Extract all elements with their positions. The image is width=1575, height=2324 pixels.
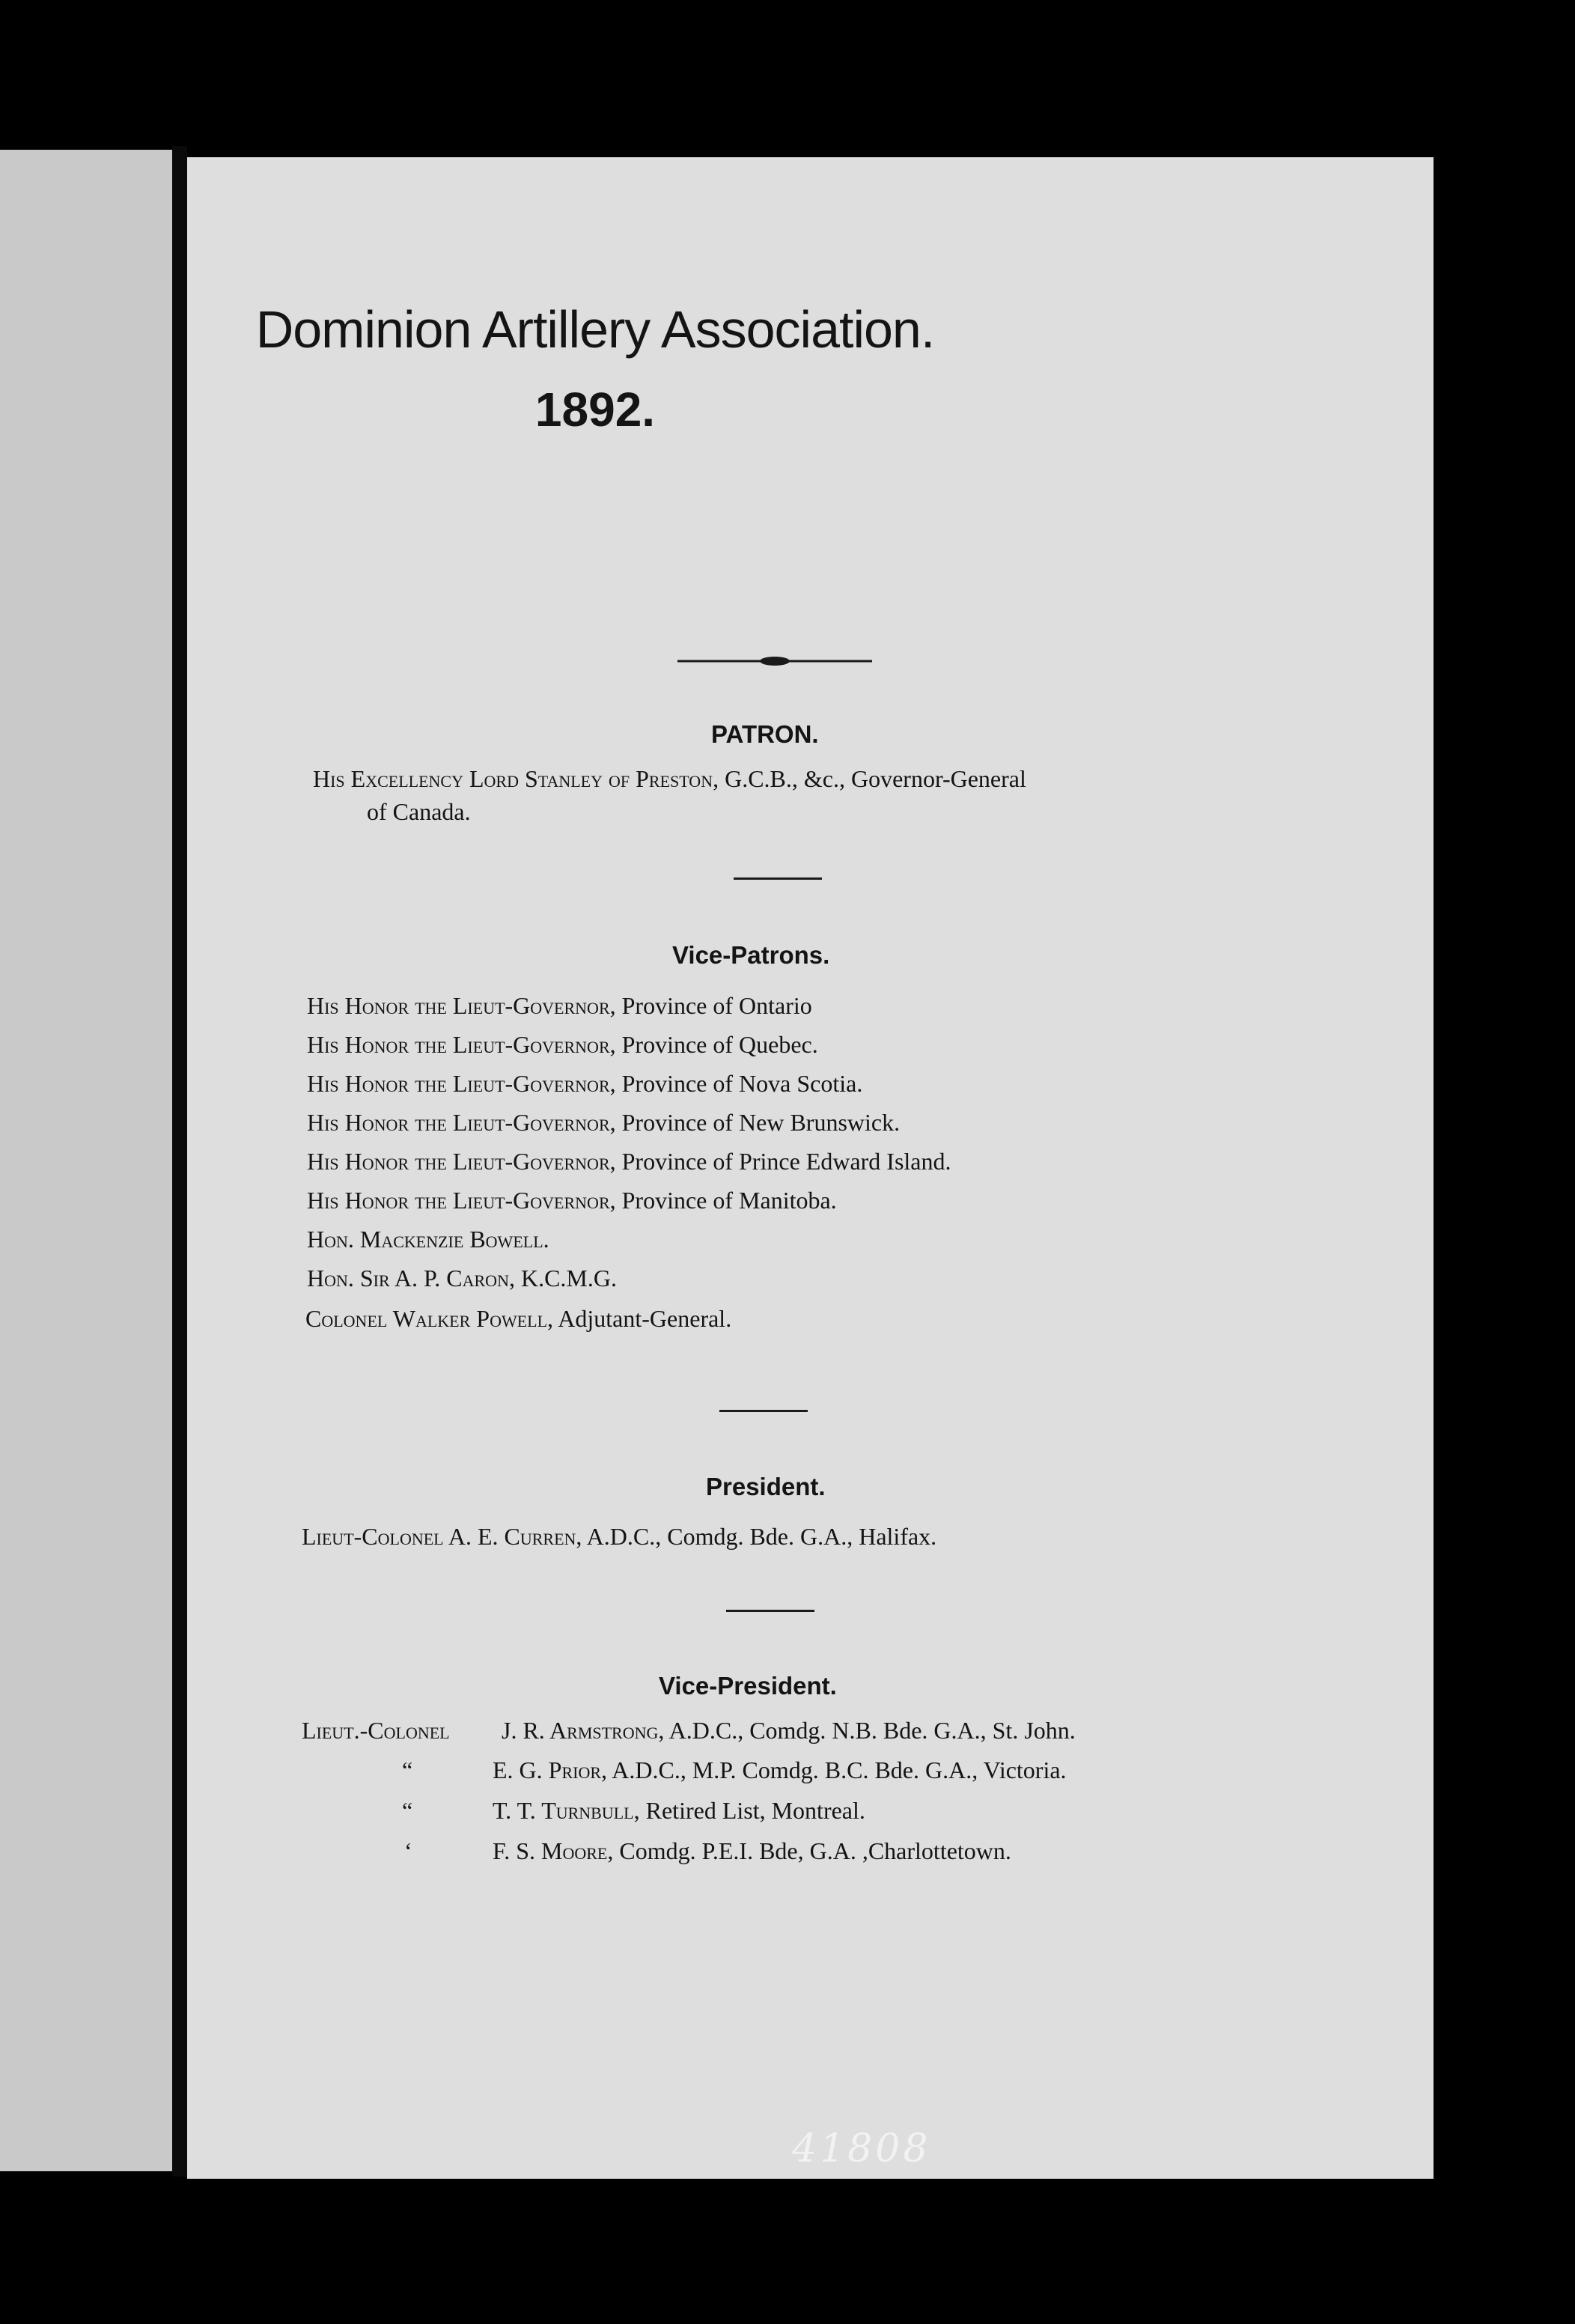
vice-president-item: J. R. Armstrong, A.D.C., Comdg. N.B. Bde. G.A., St. John. xyxy=(502,1717,1076,1744)
vice-president-item: E. G. Prior, A.D.C., M.P. Comdg. B.C. Bde. G.A., Victoria. xyxy=(493,1756,1067,1783)
vice-patron-item: His Honor the Lieut-Governor, Province of Prince Edward Island. xyxy=(307,1148,951,1175)
vice-patron-item: His Honor the Lieut-Governor, Province of Manitoba. xyxy=(307,1187,837,1214)
patron-line-1 xyxy=(313,765,1026,793)
patron-name: His Excellency Lord Stanley of Preston, xyxy=(313,765,719,792)
patron-heading: PATRON. xyxy=(711,720,819,748)
page-binding xyxy=(172,146,187,2177)
ditto-mark: “ xyxy=(402,1756,413,1783)
vice-patron-item: His Honor the Lieut-Governor, Province of Ontario xyxy=(307,992,812,1019)
vice-president-item: T. T. Turnbull, Retired List, Montreal. xyxy=(493,1797,865,1824)
vice-patrons-heading: Vice-Patrons. xyxy=(672,941,830,969)
left-page-edge xyxy=(0,150,172,2171)
vice-patron-item: His Honor the Lieut-Governor, Province of Quebec. xyxy=(307,1031,818,1058)
vice-patron-item: Hon. Sir A. P. Caron, K.C.M.G. xyxy=(307,1265,617,1292)
vice-president-item: F. S. Moore, Comdg. P.E.I. Bde, G.A. ,Charlottetown. xyxy=(493,1837,1011,1864)
vice-patron-item: Hon. Mackenzie Bowell. xyxy=(307,1226,549,1253)
president-heading: President. xyxy=(706,1473,826,1500)
vice-patron-item: His Honor the Lieut-Governor, Province of Nova Scotia. xyxy=(307,1070,863,1097)
ditto-mark: “ xyxy=(402,1797,413,1824)
section-divider xyxy=(734,877,822,880)
president-name: Lieut-Colonel A. E. Curren, xyxy=(302,1523,582,1550)
vice-patron-item: His Honor the Lieut-Governor, Province of New Brunswick. xyxy=(307,1109,901,1136)
patron-title: G.C.B., &c., Governor-General xyxy=(719,765,1026,792)
handwritten-number: 41808 xyxy=(792,2126,931,2171)
vice-patron-item: Colonel Walker Powell, Adjutant-General. xyxy=(305,1305,732,1332)
vice-president-prefix: Lieut.-Colonel xyxy=(302,1717,450,1744)
president-line xyxy=(302,1523,936,1551)
ditto-mark: ‘ xyxy=(404,1837,412,1864)
patron-line-2: of Canada. xyxy=(367,798,471,825)
ornamental-rule xyxy=(677,654,872,669)
vice-president-heading: Vice-President. xyxy=(659,1672,837,1700)
section-divider xyxy=(726,1610,814,1612)
section-divider xyxy=(719,1410,808,1412)
document-title: Dominion Artillery Association. xyxy=(255,300,935,359)
document-year: 1892. xyxy=(534,383,656,436)
president-title: A.D.C., Comdg. Bde. G.A., Halifax. xyxy=(582,1523,937,1550)
